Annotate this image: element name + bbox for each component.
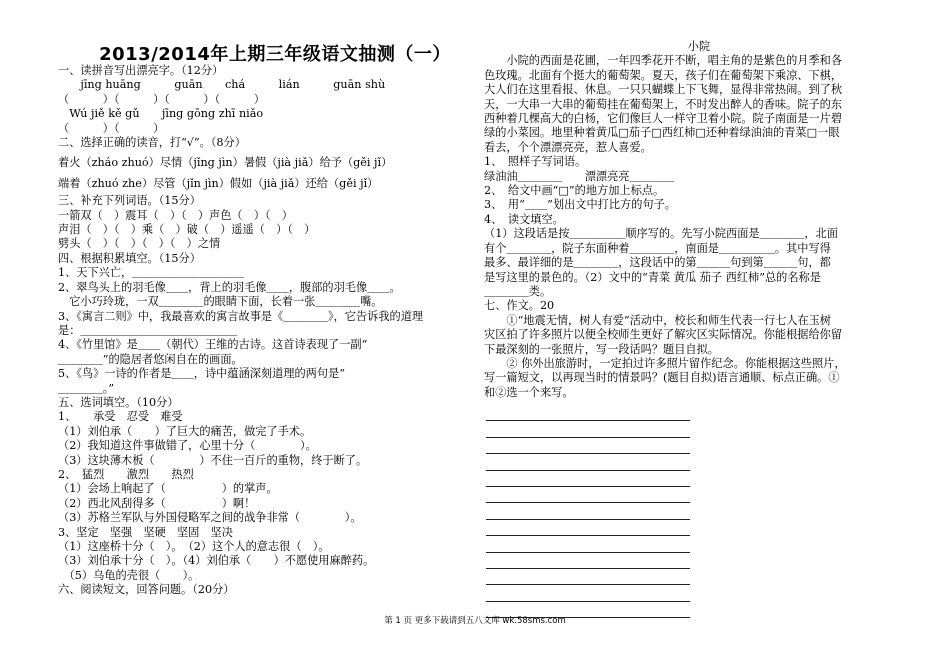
text-line: 二、选择正确的读音，打“√”。（8分） (58, 136, 246, 150)
text-line: ＿＿＿＿”的隐居者悠闲自在的画面。 (58, 352, 243, 366)
writing-line (486, 569, 690, 585)
text-line: 着火（zháo zhuó）尽情（jǐng jìn）暑假（jià jiǎ）给予（gěi jǐ） (58, 156, 393, 170)
page-footer: 第 1 页 更多下载请到五八文库 wk.58sms.com (384, 616, 566, 626)
text-line: （5）乌龟的壳很（ ）。 (58, 568, 200, 582)
text-line: （3）苏格兰军队与外国侵略军之间的战争非常（ ）。 (58, 511, 362, 525)
text-line: ①“地震无情，树人有爱”活动中，校长和师生代表一行七人在玉树 (484, 313, 832, 327)
text-line: 灾区拍了许多照片以便全校师生更好了解灾区实际情况。你能根据给你留 (484, 328, 843, 342)
text-line: 2、 给文中画“□”的地方加上标点。 (484, 184, 665, 198)
writing-line (486, 487, 690, 503)
text-line: 和②选一个来写。 (484, 385, 574, 399)
text-line: 1、天下兴亡，＿＿＿＿＿＿＿＿＿＿ (58, 266, 245, 280)
text-line: 5、《鸟》一诗的作者是＿＿，诗中蕴涵深刻道理的两句是“ (58, 367, 345, 381)
text-line: （ ）（ ）（ ）（ ） (58, 92, 265, 106)
text-line: （1）这段话是按＿＿＿＿＿顺序写的。先写小院西面是＿＿＿＿，北面 (484, 227, 838, 241)
text-line: ② 你外出旅游时，一定拍过许多照片留作纪念。你能根据这些照片， (484, 356, 846, 370)
writing-line (486, 438, 690, 454)
text-line: 小院的西面是花圃，一年四季花开不断，唱主角的是紫色的月季和各 (484, 54, 843, 68)
text-line: ＿＿＿＿。” (58, 381, 115, 395)
writing-line (486, 553, 690, 569)
text-line: Wú jiě kě gǔ jīng gōng zhī niǎo (58, 107, 264, 121)
text-line: 有个＿＿＿＿，院子东面种着＿＿＿＿，南面是＿＿＿＿＿。其中写得 (484, 241, 831, 255)
text-line: 七、作文。20 (484, 299, 555, 313)
text-line: 西种着几棵高大的白杨，它们像巨人一样守卫着小院。院子南面是一片碧 (484, 112, 843, 126)
text-line: 是写这里的景色的。（2）文中的“青菜 黄瓜 茄子 西红柿”总的名称是 (484, 270, 821, 284)
text-line: 六、阅读短文，回答问题。（20分） (58, 583, 235, 597)
text-line: （3）刘伯承十分（ ）。（4）刘伯承（ ）不愿使用麻醉药。 (58, 554, 375, 568)
text-line: 大人们在这里看报、休息。一只只蝴蝶上下飞舞，显得非常热闹。到了秋 (484, 83, 843, 97)
text-line: （ ）（ ） (58, 121, 165, 135)
writing-line (486, 503, 690, 519)
text-line: 端着（zhuó zhe）尽管（jǐn jìn）假如（jià jiǎ）还给（gěi jǐ） (58, 176, 379, 190)
text-line: 它小巧玲珑，一双＿＿＿＿的眼睛下面，长着一张＿＿＿＿嘴。 (58, 295, 383, 309)
text-line: （2）西北风刮得多（ ）啊！ (58, 496, 256, 510)
text-line: 最多、最详细的是＿＿＿＿，这段话中的第＿＿＿句到第＿＿＿句，都 (484, 256, 831, 270)
writing-lines (486, 405, 690, 618)
text-line: 4、 读文填空。 (484, 212, 564, 226)
text-line: 写一篇短文，以再现当时的情景吗？(题目自拟)语言通顺、标点正确。① (484, 371, 840, 385)
text-line: ＿＿＿＿类。 (484, 284, 552, 298)
spacer (58, 44, 478, 64)
text-line: 一箭双（ ）震耳（ ）（ ）声色（ ）（ ） (58, 208, 293, 222)
writing-line (486, 471, 690, 487)
text-line: 三、补充下列词语。（15分） (58, 194, 201, 208)
text-line: 3、《寓言二则》中，我最喜欢的寓言故事是《＿＿＿＿》，它告诉我的道理 (58, 309, 424, 323)
page-title: 2013/2014年上期三年级语文抽测（一） (99, 44, 451, 65)
left-column (58, 44, 478, 598)
text-line: 绿油油＿＿＿＿ 漂漂亮亮＿＿＿＿ (484, 169, 675, 183)
text-line: 四、根据积累填空。（15分） (58, 251, 201, 265)
text-line: 2、 猛烈 激烈 热烈 (58, 467, 194, 481)
writing-line (486, 421, 690, 437)
text-line: 看去，个个漂漂亮亮，惹人喜爱。 (484, 140, 652, 154)
text-line: 色玫瑰。北面有个挺大的葡萄架。夏天，孩子们在葡萄架下乘凉、下棋， (484, 68, 843, 82)
text-line: 3、 用“＿＿”划出文中打比方的句子。 (484, 198, 676, 212)
writing-line (486, 520, 690, 536)
text-line: 下最深刻的一张照片，写一段话吗？题目自拟。 (484, 342, 719, 356)
text-line: 五、选词填空。（10分） (58, 395, 179, 409)
text-line: 1、 承受 忍受 难受 (58, 410, 183, 424)
text-line: 1、 照样子写词语。 (484, 155, 587, 169)
text-line: 劈头（ ）（ ）（ ）（ ）之情 (58, 237, 221, 251)
text-line: （3）这块薄木板（ ）不住一百斤的重物，终于断了。 (58, 453, 368, 467)
text-line: 2、翠鸟头上的羽毛像＿＿，背上的羽毛像＿＿，腹部的羽毛像＿＿。 (58, 280, 401, 294)
text-line: （1）刘伯承（ ）了巨大的痛苦，做完了手术。 (58, 424, 312, 438)
text-line: 4、《竹里馆》是＿＿（朝代）王维的古诗。这首诗表现了一副“ (58, 338, 368, 352)
right-column (484, 40, 914, 400)
text-line: 天，一大串一大串的葡萄挂在葡萄架上，不时发出醉人的香味。院子的东 (484, 97, 843, 111)
text-line: 是：＿＿＿＿＿＿＿＿＿＿＿＿＿＿ (58, 323, 238, 337)
text-line: 3、坚定 坚强 坚硬 坚固 坚决 (58, 525, 233, 539)
text-line: 一、读拼音写出漂亮字。（12分） (58, 64, 224, 77)
text-line: （2）我知道这件事做错了，心里十分（ ）。 (58, 439, 317, 453)
text-line: jīng huāng guān chá lián guān shù (58, 78, 386, 92)
writing-line (486, 454, 690, 470)
writing-line (486, 536, 690, 552)
writing-line (486, 405, 690, 421)
text-line: （1）会场上响起了（ ）的掌声。 (58, 482, 278, 496)
passage-title: 小院 (687, 40, 711, 53)
writing-line (486, 585, 690, 601)
text-line: 绿的小菜园。地里种着黄瓜□茄子□西红柿□还种着绿油油的青菜□一眼 (484, 126, 840, 140)
text-line: （1）这座桥十分（ ）。 （2）这个人的意志很（ ）。 (58, 540, 330, 553)
text-line: 声泪（ ）（ ）乘（ ）破（ ）遥遥（ ）（ ） (58, 223, 316, 237)
